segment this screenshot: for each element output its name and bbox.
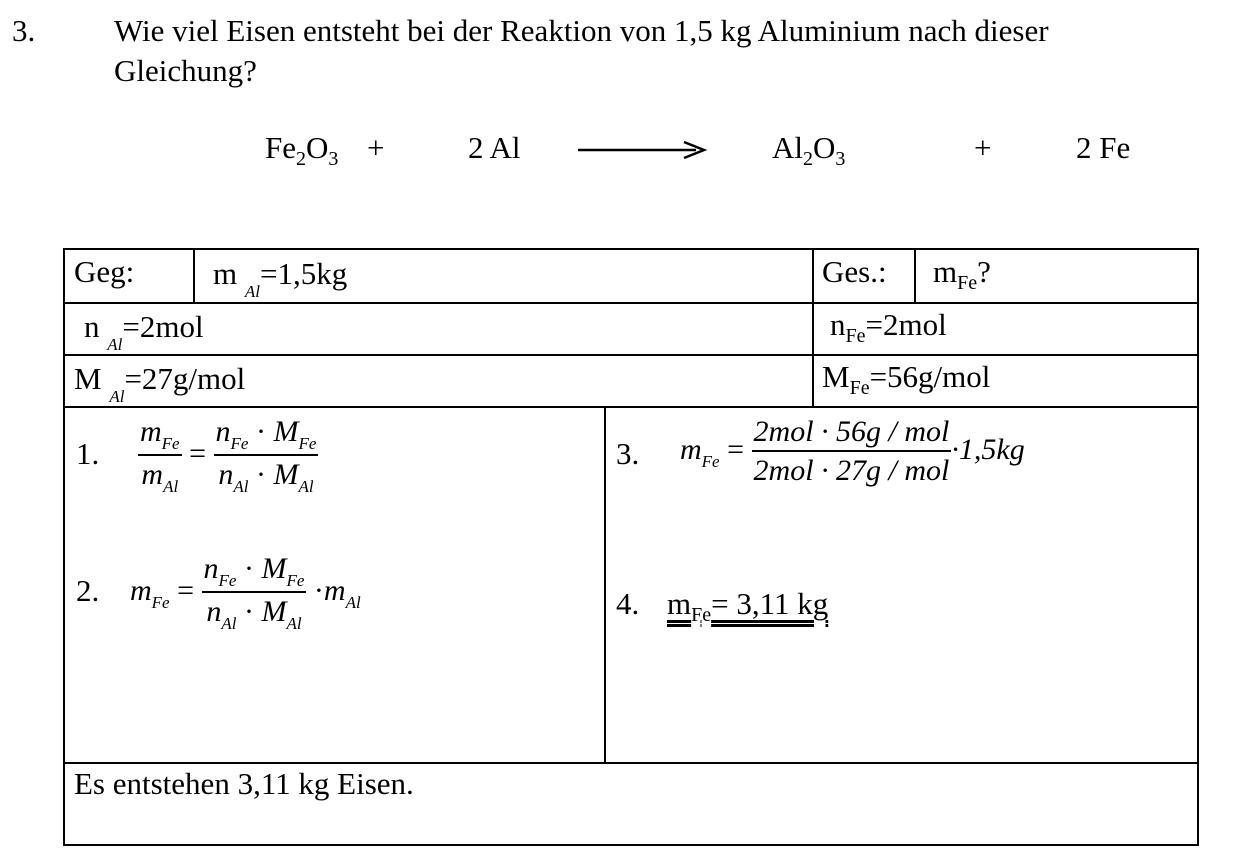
reaction-arrow-icon [578, 140, 708, 160]
step-2-formula: $m_{Fe}$ = $\frac{n_{Fe} \cdot M_{Fe}}{n_{Al} \cdot M_{Al}}$ $\cdot m_{Al}$ [130, 552, 361, 633]
product-fe: 2 Fe [1076, 130, 1131, 165]
step-2-number: 2. [76, 573, 100, 608]
given-amount-al: n $_{Al}$=2mol [84, 309, 204, 354]
given-mass-al: m $_{Al}$=1,5kg [213, 256, 348, 301]
reactant-fe2o3: $Fe_2O_3$ [265, 130, 339, 170]
given-molar-mass-al: M $_{Al}$=27g/mol [74, 361, 246, 406]
plus-sign-left: + [367, 130, 385, 165]
step-3-formula: $m_{Fe}$ = $\frac{\text{2mol · 56g / mol}}{\text{2mol · 27g / mol}}$ ·1,5kg [680, 415, 1025, 487]
sought-mass-fe: $m_{Fe}$? [933, 254, 991, 294]
question-text-line1: Wie viel Eisen entsteht bei der Reaktion von 1,5 kg Aluminium nach dieser [114, 13, 1049, 48]
plus-sign-right: + [974, 130, 992, 165]
given-label: Geg: [74, 254, 135, 289]
step-1-formula: $\frac{m_{Fe}}{m_{Al}}$ = $\frac{n_{Fe} \cdot M_{Fe}}{n_{Al} \cdot M_{Al}}$ [140, 415, 317, 496]
question-number: 3. [12, 13, 36, 48]
sought-label: Ges.: [822, 254, 887, 289]
question-text-line2: Gleichung? [114, 53, 257, 88]
product-al2o3: $Al_2O_3$ [772, 130, 846, 170]
given-molar-mass-fe: $M_{Fe}=56g$/mol [822, 359, 991, 399]
answer-sentence: Es entstehen 3,11 kg Eisen. [74, 766, 414, 801]
result-mass-fe: $m_{Fe}= 3,11$ kg [667, 586, 829, 626]
given-amount-fe: $n_{Fe}=2mol$ [830, 307, 947, 347]
step-4-number: 4. [616, 586, 640, 621]
step-1-number: 1. [76, 436, 100, 471]
step-3-number: 3. [616, 436, 640, 471]
reactant-al: 2 Al [468, 130, 521, 165]
